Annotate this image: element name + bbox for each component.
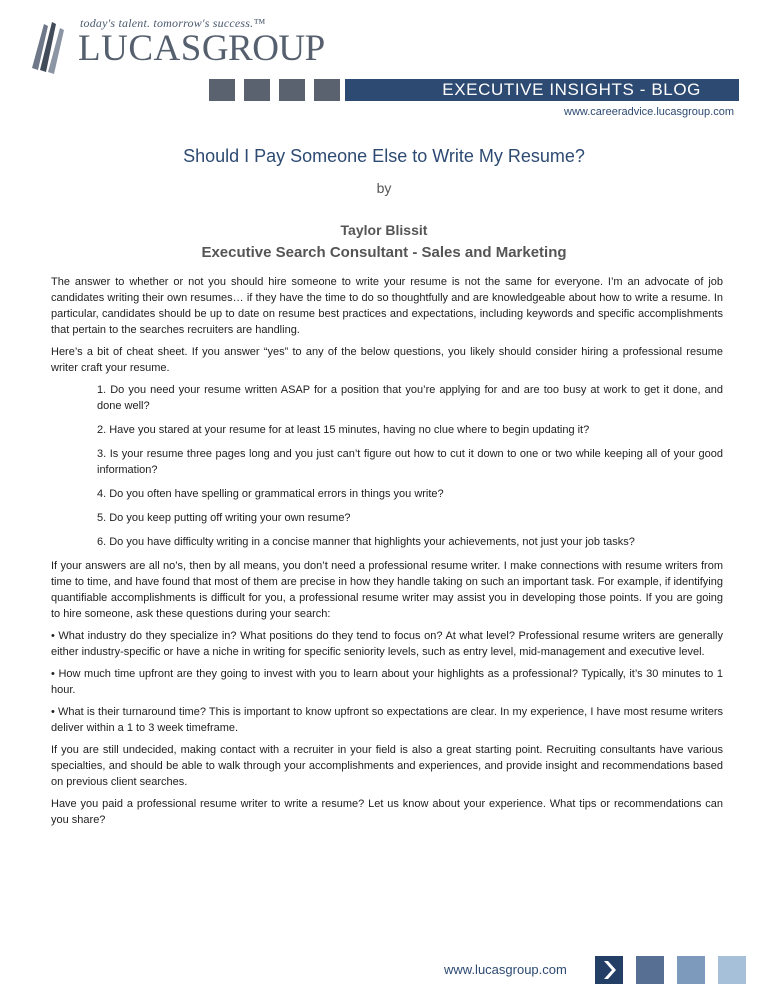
closing-paragraph: Have you paid a professional resume writer to write a resume? Let us know about your experience. What tips or recommendations can you share?: [51, 798, 723, 826]
header-square: [209, 79, 235, 101]
footer-square: [718, 956, 746, 984]
question-item: 3. Is your resume three pages long and you just can’t figure out how to cut it down to one or two while keeping all of your good information?: [97, 448, 723, 476]
article-body: [51, 274, 723, 834]
executive-insights-banner: [345, 79, 739, 101]
logo-mark-icon: [26, 18, 74, 74]
logo-tagline: today's talent. tomorrow's success.™: [80, 16, 266, 30]
cheat-sheet-paragraph: Here’s a bit of cheat sheet. If you answer “yes” to any of the below questions, you likely should consider hiring a professional resume writer craft your resume.: [51, 346, 723, 374]
question-item: 1. Do you need your resume written ASAP for a position that you’re applying for and are too busy at work to get it done, and done well?: [97, 384, 723, 412]
footer-square: [636, 956, 664, 984]
footer-url-link[interactable]: www.lucasgroup.com: [444, 962, 567, 977]
author-role: Executive Search Consultant - Sales and Marketing: [201, 244, 567, 261]
question-list: [51, 382, 723, 550]
bullet-time-upfront: • How much time upfront are they going to invest with you to learn about your highlights as a professional? Typically, it’s 30 minutes to 1 hour.: [51, 668, 723, 696]
lucas-group-logo[interactable]: [26, 14, 356, 74]
question-item: 5. Do you keep putting off writing your own resume?: [97, 512, 351, 524]
header-square: [244, 79, 270, 101]
byline-by: by: [376, 180, 392, 196]
career-advice-link[interactable]: www.careeradvice.lucasgroup.com: [564, 106, 734, 118]
article-title: Should I Pay Someone Else to Write My Resume?: [183, 146, 585, 166]
question-item: 6. Do you have difficulty writing in a concise manner that highlights your achievements, not just your job tasks?: [97, 536, 635, 548]
logo-word-group: GROUP: [201, 28, 325, 69]
chevron-right-icon: [595, 956, 623, 984]
logo-word-lucas: LUCAS: [78, 28, 202, 69]
intro-paragraph: The answer to whether or not you should hire someone to write your resume is not the same for everyone. I’m an advocate of job candidates writing their own resumes… if they have the time to do so thoughtfully and are knowledgeable about how to write a resume. In particular, candidates should be up to date on resume best practices and expectations, including keywords and specific accomplishments that pertain to the searches recruiters are handling.: [51, 276, 723, 336]
question-item: 4. Do you often have spelling or grammatical errors in things you write?: [97, 488, 444, 500]
footer-square: [677, 956, 705, 984]
bullet-specialize: • What industry do they specialize in? What positions do they tend to focus on? At what level? Professional resume writers are generally either industry-specific or have a niche in writing for specific seniority levels, such as entry level, mid-management and executive level.: [51, 630, 723, 658]
header-square: [314, 79, 340, 101]
all-nos-paragraph: If your answers are all no’s, then by all means, you don’t need a professional resume writer. I make connections with resume writers from time to time, and have found that most of them are precise in how they handle taking on such an important task. For example, if identifying quantifiable accomplishments is difficult for you, a professional resume writer may assist you in developing those points. If you are going to hire someone, ask these questions during your search:: [51, 560, 723, 620]
header-square: [279, 79, 305, 101]
banner-title: EXECUTIVE INSIGHTS - BLOG: [442, 80, 701, 99]
author-name: Taylor Blissit: [340, 222, 428, 238]
undecided-paragraph: If you are still undecided, making contact with a recruiter in your field is also a great starting point. Recruiting consultants have various specialties, and should be able to walk through your accomplishments and experiences, and provide insight and recommendations based on previous client searches.: [51, 744, 723, 788]
logo-wordmark: [78, 30, 325, 67]
question-item: 2. Have you stared at your resume for at least 15 minutes, having no clue where to begin updating it?: [97, 424, 590, 436]
footer-next-button[interactable]: [595, 956, 623, 984]
bullet-turnaround: • What is their turnaround time? This is important to know upfront so expectations are clear. In my experience, I have most resume writers deliver within a 1 to 3 week timeframe.: [51, 706, 723, 734]
